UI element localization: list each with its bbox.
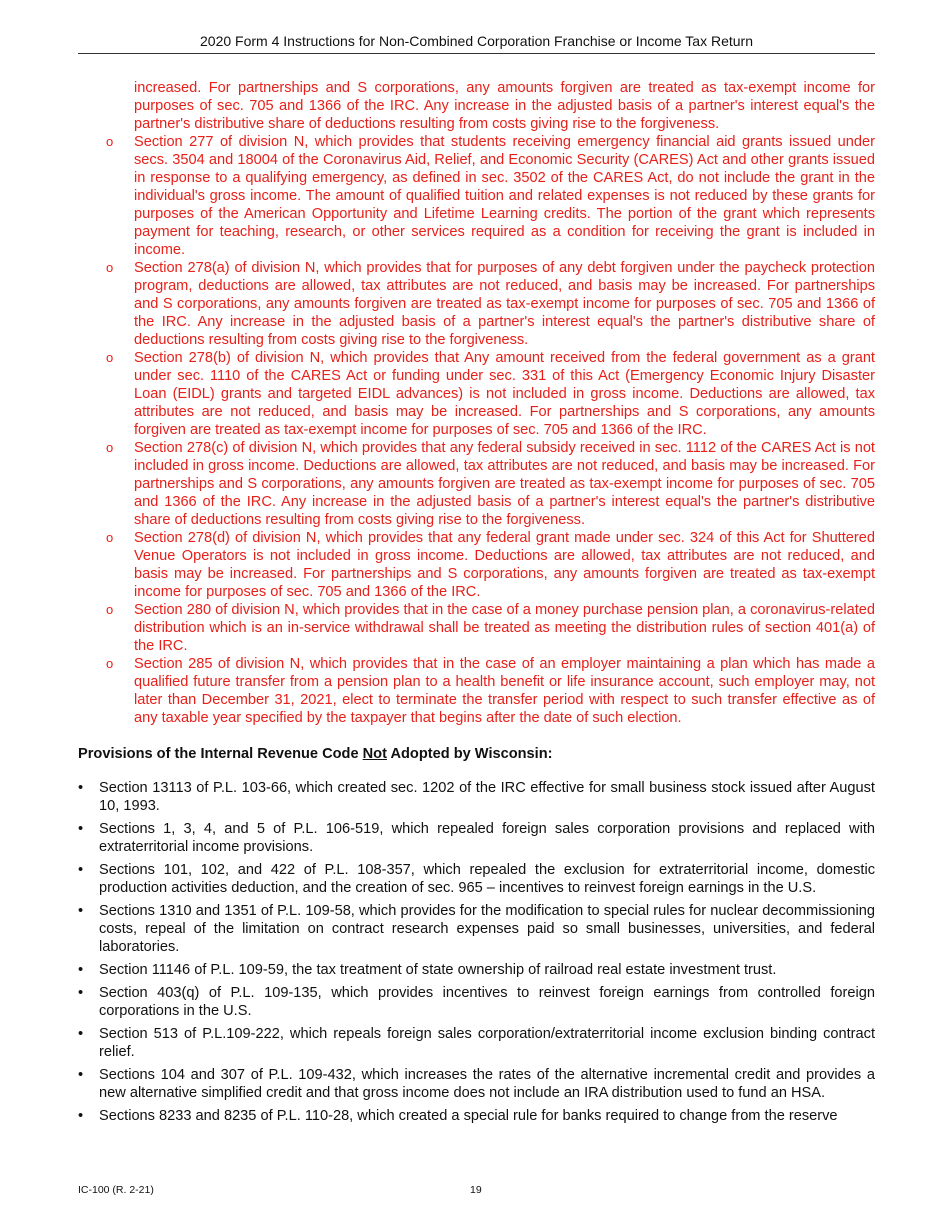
bullet-dot-icon: • <box>78 962 84 978</box>
sub-item-text: Section 278(b) of division N, which provides that Any amount received from the federal government as a grant under sec. 1110 of the CARES Act or funding under sec. 331 of this Act (Emergency Economic Injury Disaster Loan (EIDL) grants and targeted EIDL advances) is not included in gross income. Deductions are allowed, tax attributes are not reduced, and basis may be increased. For partnerships and S corporations, any amounts forgiven are treated as tax-exempt income for purposes of sec. 705 and 1366 of the IRC. <box>134 350 875 438</box>
sub-item <box>78 529 875 601</box>
bullet-item <box>78 984 875 1020</box>
sub-item-text: Section 278(c) of division N, which provides that any federal subsidy received in sec. 1112 of the CARES Act is not included in gross income. Deductions are allowed, tax attributes are not reduced, and basis may be increased. For partnerships and S corporations, any amounts forgiven are treated as tax-exempt income for purposes of sec. 705 and 1366 of the IRC. Any increase in the adjusted basis of a partner's interest equal's the partner's distributive share of deductions resulting from costs giving rise to the forgiveness. <box>134 440 875 528</box>
hollow-circle-bullet-icon: o <box>106 260 114 275</box>
bullet-dot-icon: • <box>78 1067 84 1083</box>
bullet-dot-icon: • <box>78 1108 84 1124</box>
hollow-circle-bullet-icon: o <box>106 530 114 545</box>
bullet-text: Sections 101, 102, and 422 of P.L. 108-357, which repealed the exclusion for extraterritorial income, domestic production activities deduction, and the creation of sec. 965 – incentives to reinvest foreign earnings in the U.S. <box>99 862 875 896</box>
bullet-item <box>78 779 875 815</box>
bullet-text: Section 13113 of P.L. 103-66, which created sec. 1202 of the IRC effective for small business stock issued after August 10, 1993. <box>99 780 875 814</box>
sub-item-text: Section 277 of division N, which provides that students receiving emergency financial aid grants issued under secs. 3504 and 18004 of the Coronavirus Aid, Relief, and Economic Security (CARES) Act and other grants issued in response to a qualifying emergency, as defined in sec. 3502 of the CARES Act, do not include the grant in the individual's gross income. The amount of qualified tuition and related expenses is not reduced by these grants for purposes of the American Opportunity and Lifetime Learning credits. The portion of the grant which represents payment for teaching, research, or other services required as a condition for receiving the grant is included in income. <box>134 134 875 258</box>
sub-item-text: Section 278(a) of division N, which provides that for purposes of any debt forgiven under the paycheck protection program, deductions are allowed, tax attributes are not reduced, and basis may be increased. For partnerships and S corporations, any amounts forgiven are treated as tax-exempt income for purposes of sec. 705 and 1366 of the IRC. Any increase in the adjusted basis of a partner's interest equal's the partner's distributive share of deductions resulting from costs giving rise to the forgiveness. <box>134 260 875 348</box>
sub-item <box>78 349 875 439</box>
sub-item-text: Section 280 of division N, which provides that in the case of a money purchase pension plan, a coronavirus-related distribution which is an in-service withdrawal shall be treated as meeting the distribution rules of section 401(a) of the IRC. <box>134 602 875 654</box>
bullet-item <box>78 1066 875 1102</box>
bullet-text: Sections 8233 and 8235 of P.L. 110-28, which created a special rule for banks required to change from the reserve <box>99 1108 838 1124</box>
bullet-item <box>78 961 875 979</box>
section-heading <box>78 745 875 763</box>
header-divider <box>78 53 875 54</box>
bullet-text: Sections 1310 and 1351 of P.L. 109-58, which provides for the modification to special rules for nuclear decommissioning costs, repeal of the limitation on contract research expenses paid so small businesses, universities, and federal laboratories. <box>99 903 875 955</box>
sub-item-text: Section 285 of division N, which provides that in the case of an employer maintaining a plan which has made a qualified future transfer from a pension plan to a health benefit or life insurance account, such employer may, not later than December 31, 2021, elect to terminate the transfer period with respect to such transfer effective as of any taxable year specified by the taxpayer that begins after the date of such election. <box>134 656 875 726</box>
sub-item-text: Section 278(d) of division N, which provides that any federal grant made under sec. 324 of this Act for Shuttered Venue Operators is not included in gross income. Deductions are allowed, tax attributes are not reduced, and basis may be increased. For partnerships and S corporations, any amounts forgiven are treated as tax-exempt income for purposes of sec. 705 and 1366 of the IRC. <box>134 530 875 600</box>
sub-item <box>78 655 875 727</box>
hollow-circle-bullet-icon: o <box>106 350 114 365</box>
bullet-text: Section 513 of P.L.109-222, which repeals foreign sales corporation/extraterritorial income exclusion binding contract relief. <box>99 1026 875 1060</box>
bullet-text: Section 403(q) of P.L. 109-135, which provides incentives to reinvest foreign earnings from controlled foreign corporations in the U.S. <box>99 985 875 1019</box>
bullet-item <box>78 1107 875 1125</box>
bullet-text: Sections 1, 3, 4, and 5 of P.L. 106-519, which repealed foreign sales corporation provisions and replaced with extraterritorial income provisions. <box>99 821 875 855</box>
bullet-dot-icon: • <box>78 780 84 796</box>
bullet-item <box>78 820 875 856</box>
sub-item <box>78 601 875 655</box>
bullet-text: Sections 104 and 307 of P.L. 109-432, which increases the rates of the alternative incremental credit and provides a new alternative simplified credit and that gross income does not include an IRA distribution used to fund an HSA. <box>99 1067 875 1101</box>
hollow-circle-bullet-icon: o <box>106 440 114 455</box>
bullet-text: Section 11146 of P.L. 109-59, the tax treatment of state ownership of railroad real estate investment trust. <box>99 962 777 978</box>
sub-item <box>78 259 875 349</box>
sub-item <box>78 133 875 259</box>
bullet-item <box>78 1025 875 1061</box>
continuation-paragraph: increased. For partnerships and S corporations, any amounts forgiven are treated as tax-exempt income for purposes of sec. 705 and 1366 of the IRC. Any increase in the adjusted basis of a partner's interest equal's the partner's distributive share of deductions resulting from costs giving rise to the forgiveness. <box>134 80 875 132</box>
bullet-dot-icon: • <box>78 862 84 878</box>
hollow-circle-bullet-icon: o <box>106 602 114 617</box>
section-heading-underlined: Not <box>362 746 387 762</box>
bullet-list <box>78 779 875 1125</box>
hollow-circle-bullet-icon: o <box>106 134 114 149</box>
section-heading-end: Adopted by Wisconsin: <box>386 746 553 762</box>
sub-item <box>78 439 875 529</box>
page-header-title: 2020 Form 4 Instructions for Non-Combined Corporation Franchise or Income Tax Return <box>200 33 753 49</box>
bullet-dot-icon: • <box>78 1026 84 1042</box>
bullet-dot-icon: • <box>78 903 84 919</box>
sub-item-list <box>78 133 875 727</box>
bullet-dot-icon: • <box>78 985 84 1001</box>
bullet-item <box>78 861 875 897</box>
document-body <box>78 79 875 1130</box>
bullet-dot-icon: • <box>78 821 84 837</box>
footer-form-id: IC-100 (R. 2-21) <box>78 1184 154 1196</box>
section-heading-start: Provisions of the Internal Revenue Code <box>78 746 363 762</box>
footer-page-number: 19 <box>470 1184 482 1196</box>
bullet-item <box>78 902 875 956</box>
hollow-circle-bullet-icon: o <box>106 656 114 671</box>
